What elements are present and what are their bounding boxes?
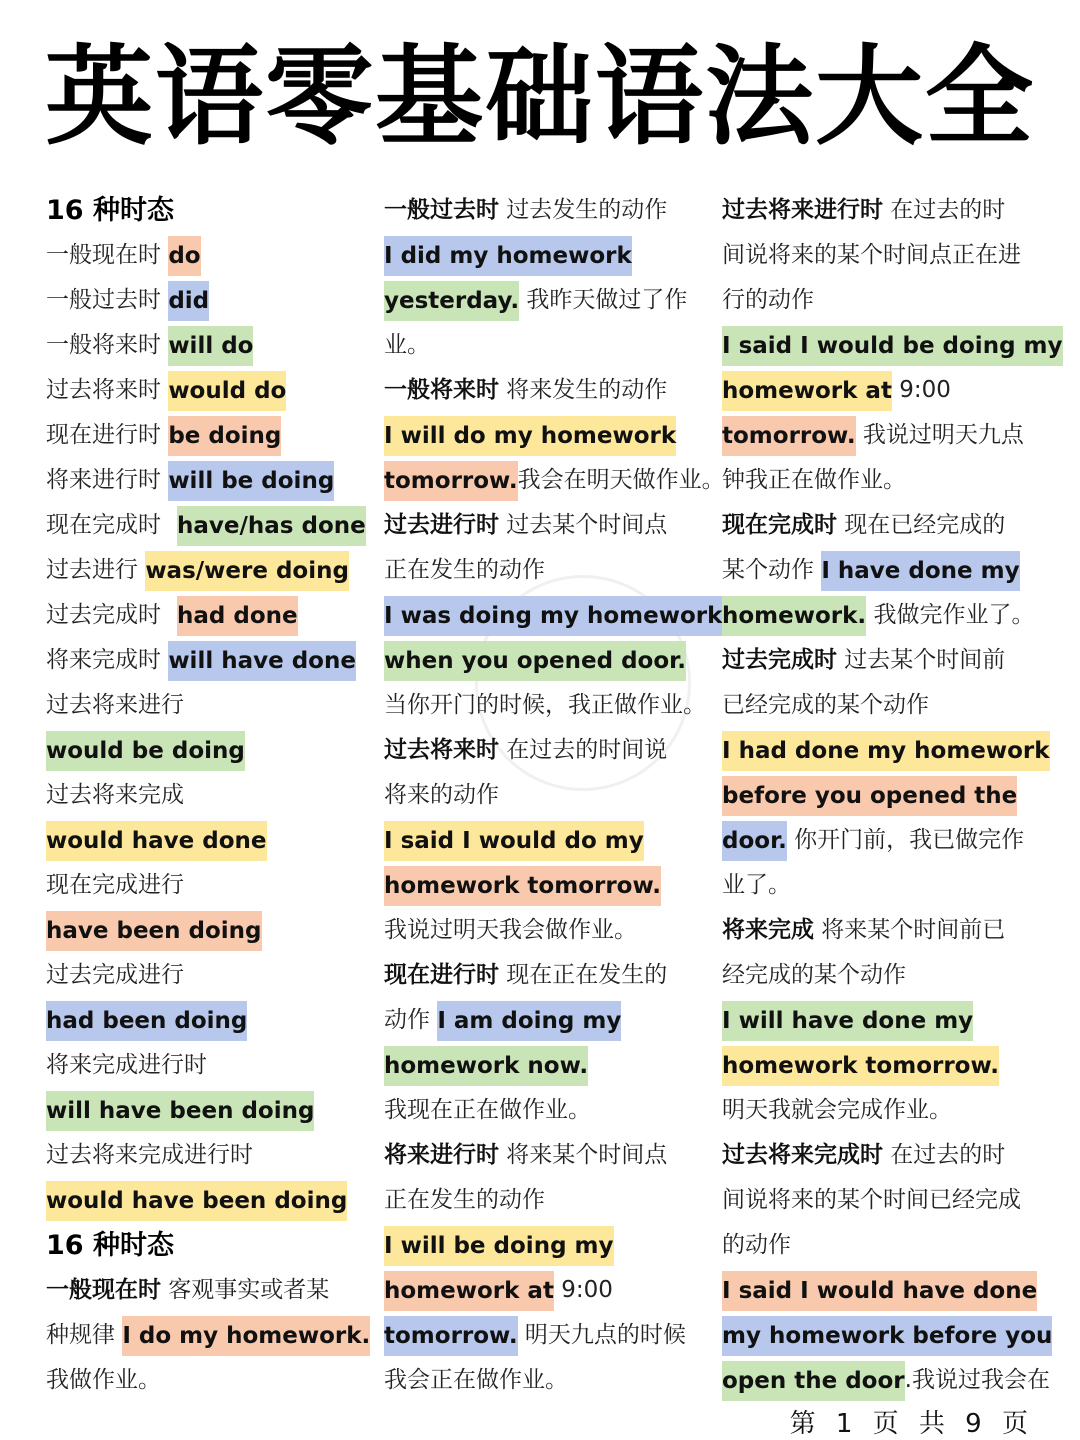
tense-row: 一般过去时 did bbox=[46, 278, 366, 323]
tense-name: 过去将来完成 bbox=[46, 782, 184, 808]
example-sentence: homework at bbox=[722, 371, 892, 411]
entry-term: 一般现在时 bbox=[46, 1277, 161, 1303]
example-sentence: tomorrow. bbox=[722, 416, 856, 456]
tense-name: 过去将来进行 bbox=[46, 692, 184, 718]
example-sentence: I will do my homework bbox=[384, 416, 676, 456]
entry-term: 过去将来进行时 bbox=[722, 197, 883, 223]
translation: 我说过明天我会做作业。 bbox=[384, 917, 637, 943]
entry-term: 将来完成 bbox=[722, 917, 814, 943]
translation: 你开门前，我已做完作 bbox=[786, 827, 1025, 853]
tense-name: 过去将来完成进行时 bbox=[46, 1142, 253, 1168]
tense-form: will have done bbox=[168, 641, 356, 681]
entry-term: 现在完成时 bbox=[722, 512, 837, 538]
translation: 我昨天做过了作 bbox=[519, 287, 688, 313]
translation: 明天我就会完成作业。 bbox=[722, 1097, 952, 1123]
translation: 我说过明天九点 bbox=[855, 422, 1024, 448]
translation: 当你开门的时候，我正做作业。 bbox=[384, 692, 706, 718]
entry-term: 将来进行时 bbox=[384, 1142, 499, 1168]
example-sentence: I will be doing my bbox=[384, 1226, 614, 1266]
example-sentence: I was doing my homework bbox=[384, 596, 722, 636]
example-sentence: I will have done my bbox=[722, 1001, 973, 1041]
example-sentence: homework tomorrow. bbox=[722, 1046, 999, 1086]
column-2: 一般过去时 过去发生的动作 I did my homework yesterday. 我昨天做过了作 业。 一般将来时 将来发生的动作 I will do my homework tomorrow.我会在明天做作业。 过去进行时 过去某个时间点 正在发生的动作 I was doing my homework when you opened door. 当你开门的时候，我正做作业。 过去将来时 在过去的时间说 将来的动作 I said I would do my homework tomorrow. 我说过明天我会做作业。 现在进行时 现在正在发生的 动作 I am doing my homework now. 我现在正在做作业。 将来进行时 将来某个时间点 正在发生的动作 I will be doing my homework at 9:00 tomorrow. 明天九点的时候 我会正在做作业。 bbox=[384, 197, 725, 1393]
tense-form: would do bbox=[168, 371, 286, 411]
tense-row: 一般现在时 do bbox=[46, 233, 366, 278]
entry-term: 过去将来时 bbox=[384, 737, 499, 763]
example-sentence: I said I would do my bbox=[384, 821, 644, 861]
translation: 钟我正在做作业。 bbox=[722, 467, 906, 493]
tense-row: 过去将来时 would do bbox=[46, 368, 366, 413]
example-sentence: I did my homework bbox=[384, 236, 632, 276]
translation: 业了。 bbox=[722, 872, 791, 898]
example-sentence: when you opened door. bbox=[384, 641, 686, 681]
example-sentence: my homework before you bbox=[722, 1316, 1052, 1356]
tense-form: was/were doing bbox=[145, 551, 349, 591]
entry-term: 现在进行时 bbox=[384, 962, 499, 988]
entry-term: 一般将来时 bbox=[384, 377, 499, 403]
translation: .我说过我会在 bbox=[904, 1367, 1050, 1393]
translation: 明天九点的时候 bbox=[517, 1322, 686, 1348]
column-1 bbox=[46, 188, 371, 1403]
tense-form: would be doing bbox=[46, 731, 245, 771]
translation: 我做完作业了。 bbox=[866, 602, 1035, 628]
page-title: 英语零基础语法大全 bbox=[44, 35, 1035, 160]
example-sentence: I said I would be doing my bbox=[722, 326, 1063, 366]
tense-form: had been doing bbox=[46, 1001, 247, 1041]
entry-desc: 种规律 bbox=[46, 1322, 123, 1348]
example-sentence: I have done my bbox=[821, 551, 1019, 591]
example-sentence: door. bbox=[722, 821, 787, 861]
translation: 我做作业。 bbox=[46, 1367, 161, 1393]
example-sentence: I said I would have done bbox=[722, 1271, 1037, 1311]
translation: 我现在正在做作业。 bbox=[384, 1097, 591, 1123]
tense-form: have/has done bbox=[177, 506, 366, 546]
tense-row: 过去进行 was/were doing bbox=[46, 548, 366, 593]
example-sentence: yesterday. bbox=[384, 281, 519, 321]
tense-form: will have been doing bbox=[46, 1091, 314, 1131]
entry-term: 过去将来完成时 bbox=[722, 1142, 883, 1168]
tense-row: 一般将来时 will do bbox=[46, 323, 366, 368]
tense-row: 将来进行时 will be doing bbox=[46, 458, 366, 503]
section-heading: 16 种时态 bbox=[46, 195, 174, 226]
entry-desc: 客观事实或者某 bbox=[161, 1277, 330, 1303]
tense-form: do bbox=[168, 236, 200, 276]
section-heading: 16 种时态 bbox=[46, 1230, 174, 1261]
entry-term: 过去进行时 bbox=[384, 512, 499, 538]
tense-form: have been doing bbox=[46, 911, 262, 951]
tense-name: 过去完成进行 bbox=[46, 962, 184, 988]
example-sentence: tomorrow. bbox=[384, 461, 518, 501]
example-sentence: homework tomorrow. bbox=[384, 866, 661, 906]
tense-row: 现在进行时 be doing bbox=[46, 413, 366, 458]
example-sentence: open the door bbox=[722, 1361, 905, 1401]
example-sentence: I do my homework. bbox=[122, 1316, 370, 1356]
tense-form: had done bbox=[177, 596, 298, 636]
example-sentence: before you opened the bbox=[722, 776, 1017, 816]
tense-form: would have been doing bbox=[46, 1181, 347, 1221]
example-sentence: I am doing my bbox=[437, 1001, 621, 1041]
column-3: 过去将来进行时 在过去的时 间说将来的某个时间点正在进 行的动作 I said I would be doing my homework at 9:00 tomorrow. 我说过明天九点 钟我正在做作业。 现在完成时 现在已经完成的 某个动作 I have done my homework. 我做完作业了。 过去完成时 过去某个时间前 已经完成的某个动作 I had done my homework before you opened the door. 你开门前，我已做完作 业了。 将来完成 将来某个时间前已 经完成的某个动作 I will have done my homework tomorrow. 明天我就会完成作业。 过去将来完成时 在过去的时 间说将来的某个时间已经完成 的动作 I said I would have done my homework before you open the door.我说过我会在 bbox=[722, 188, 1042, 1403]
tense-form: would have done bbox=[46, 821, 267, 861]
translation: 我会正在做作业。 bbox=[384, 1367, 568, 1393]
tense-form: be doing bbox=[168, 416, 281, 456]
example-sentence: I had done my homework bbox=[722, 731, 1050, 771]
entry-term: 一般过去时 bbox=[384, 197, 499, 223]
tense-row: 过去完成时 had done bbox=[46, 593, 366, 638]
tense-row: 将来完成时 will have done bbox=[46, 638, 366, 683]
page-number: 第 1 页 共 9 页 bbox=[789, 1409, 1034, 1439]
example-sentence: tomorrow. bbox=[384, 1316, 518, 1356]
entry-term: 过去完成时 bbox=[722, 647, 837, 673]
example-sentence: homework. bbox=[722, 596, 866, 636]
translation: 业。 bbox=[384, 332, 430, 358]
tense-name: 现在完成进行 bbox=[46, 872, 184, 898]
tense-row: 现在完成时 have/has done bbox=[46, 503, 366, 548]
tense-form: did bbox=[168, 281, 209, 321]
translation: 我会在明天做作业。 bbox=[517, 467, 725, 493]
example-sentence: homework at bbox=[384, 1271, 554, 1311]
tense-name: 将来完成进行时 bbox=[46, 1052, 207, 1078]
tense-form: will do bbox=[168, 326, 253, 366]
example-sentence: homework now. bbox=[384, 1046, 588, 1086]
tense-form: will be doing bbox=[168, 461, 334, 501]
